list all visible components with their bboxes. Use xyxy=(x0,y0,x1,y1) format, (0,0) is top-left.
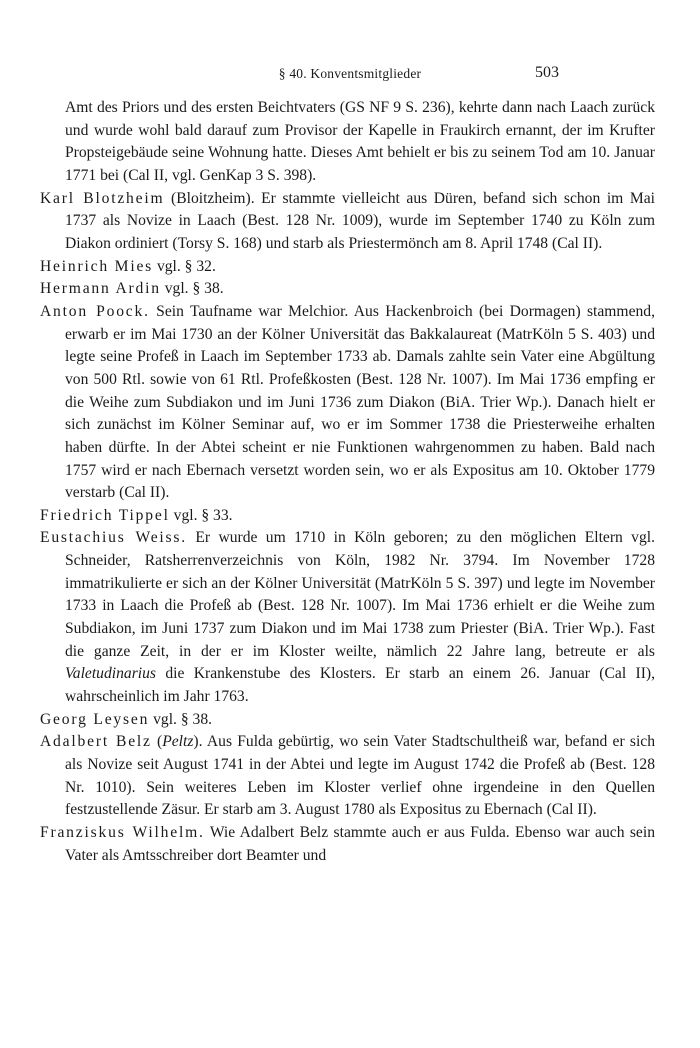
entry-franziskus-wilhelm xyxy=(40,822,655,867)
continued-paragraph: Amt des Priors und des ersten Beichtvaters (GS NF 9 S. 236), kehrte dann nach Laach zurück und wurde wohl bald darauf zum Provisor der Kapelle in Fraukirch ernannt, der im Krufter Propsteigebäude seine Wohnung hatte. Dieses Amt behielt er bis zu seinem Tod am 10. Januar 1771 bei (Cal II, vgl. GenKap 3 S. 398). xyxy=(65,99,655,184)
entry-italic-term: Peltz xyxy=(162,733,194,751)
entry-hermann-ardin xyxy=(40,278,655,301)
entry-text: (Bloitzheim). Er stammte vielleicht aus Düren, befand sich schon im Mai 1737 als Novize in Laach (Best. 128 Nr. 1009), wurde im September 1740 zu Köln zum Diakon ordiniert (Torsy S. 168) und starb als Priestermönch am 8. April 1748 (Cal II). xyxy=(65,189,655,252)
entry-anton-poock xyxy=(40,301,655,505)
entry-text: Wie Adalbert Belz stammte auch er aus Fulda. Ebenso war auch sein Vater als Amtsschreiber dort Beamter und xyxy=(65,824,655,864)
running-header xyxy=(40,64,660,88)
entry-heinrich-mies xyxy=(40,256,655,279)
entry-text: Sein Taufname war Melchior. Aus Hackenbroich (bei Dormagen) stammend, erwarb er im Mai 1730 an der Kölner Universität das Bakkalaureat (MatrKöln 5 S. 403) und legte seine Profeß in Laach im September 1733 ab. Damals zahlte sein Vater eine Abgültung von 500 Rtl. sowie von 61 Rtl. Profeßkosten (Best. 128 Nr. 1007). Im Mai 1736 empfing er die Weihe zum Subdiakon und im Juni 1736 zum Diakon (BiA. Trier Wp.). Danach hielt er sich zunächst im Kölner Seminar auf, wo er im Sommer 1738 die Priesterweihe erhalten haben dürfte. In der Abtei scheint er nie Funktionen wahrgenommen zu haben. Bald nach 1757 wird er nach Ebernach versetzt worden sein, wo er als Expositus am 10. Oktober 1779 verstarb (Cal II). xyxy=(65,302,655,502)
entry-name: Friedrich Tippel xyxy=(40,506,170,524)
entry-text: vgl. § 38. xyxy=(153,710,213,728)
entry-name: Franziskus Wilhelm. xyxy=(40,824,205,841)
entry-name: Karl Blotzheim xyxy=(40,189,165,207)
entry-text: Er wurde um 1710 in Köln geboren; zu den möglichen Eltern vgl. Schneider, Ratsherrenverzeichnis von Köln, 1982 Nr. 3794. Im November 1728 immatrikulierte er sich an der Kölner Universität (MatrKöln 5 S. 397) und legte im November 1733 in Laach die Profeß ab (Best. 128 Nr. 1007). Im Mai 1736 erhielt er die Weihe zum Subdiakon, im Juni 1737 zum Diakon und im Mai 1738 zum Priester (BiA. Trier Wp.). Fast die ganze Zeit, in der er im Kloster weilte, nämlich 22 Jahre lang, betreute er als xyxy=(65,529,655,660)
entry-name: Georg Leysen xyxy=(40,710,150,728)
entry-name: Eustachius Weiss. xyxy=(40,529,187,547)
document-body xyxy=(40,97,655,867)
entry-text: vgl. § 32. xyxy=(156,257,216,275)
entry-italic-term: Valetudinarius xyxy=(65,665,156,683)
entry-adalbert-belz xyxy=(40,731,655,822)
page-number: 503 xyxy=(535,64,559,81)
entry-text: ( xyxy=(157,733,163,751)
entry-friedrich-tippel xyxy=(40,505,655,528)
entry-text: vgl. § 38. xyxy=(164,280,224,298)
entry-name: Anton Poock. xyxy=(40,302,150,320)
entry-name: Adalbert Belz xyxy=(40,733,152,751)
entry-text-continued: ). Aus Fulda gebürtig, wo sein Vater Stadtschultheiß war, befand er sich als Novize seit August 1741 in der Abtei und legte im August 1742 die Profeß ab (Best. 128 Nr. 1010). Sein weiteres Leben im Kloster verlief ohne irgendeine in den Quellen festzustellende Zäsur. Er starb am 3. August 1780 als Expositus zu Ebernach (Cal II). xyxy=(65,733,656,819)
entry-eustachius-weiss xyxy=(40,527,655,708)
entry-karl-blotzheim xyxy=(40,188,655,256)
entry-name: Heinrich Mies xyxy=(40,257,154,275)
entry-text-continued: die Krankenstube des Klosters. Er starb an einem 26. Januar (Cal II), wahrscheinlich im Jahr 1763. xyxy=(65,665,655,706)
entry-georg-leysen xyxy=(40,709,655,732)
entry-text: vgl. § 33. xyxy=(173,506,233,524)
entry-name: Hermann Ardin xyxy=(40,280,161,298)
running-title: § 40. Konventsmitglieder xyxy=(278,66,422,81)
